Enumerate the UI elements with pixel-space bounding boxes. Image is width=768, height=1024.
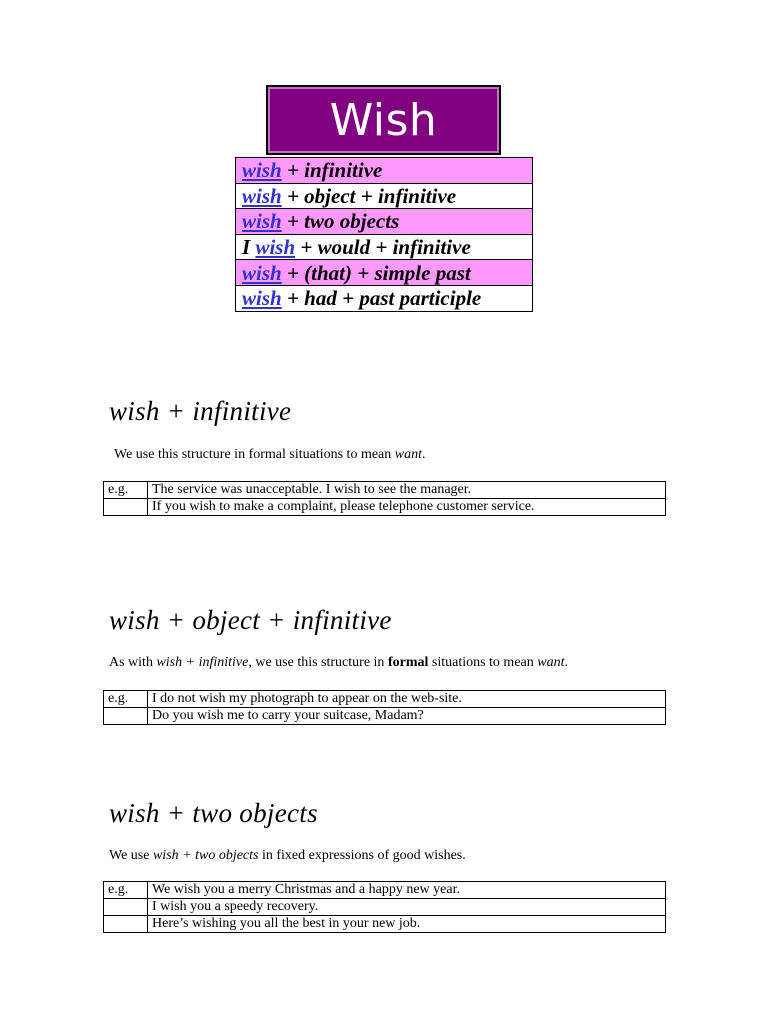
- pattern-row: [236, 209, 533, 235]
- eg-empty-cell: [104, 499, 148, 516]
- example-row: [104, 899, 666, 916]
- example-sentence: If you wish to make a complaint, please telephone customer service.: [148, 499, 666, 516]
- example-sentence: Do you wish me to carry your suitcase, Madam?: [148, 708, 666, 725]
- wish-link[interactable]: wish: [242, 158, 282, 183]
- pattern-text: + (that) + simple past: [281, 260, 471, 285]
- example-sentence: The service was unacceptable. I wish to see the manager.: [148, 482, 666, 499]
- pattern-row: [236, 234, 533, 260]
- example-sentence: I do not wish my photograph to appear on the web-site.: [148, 691, 666, 708]
- example-sentence: Here’s wishing you all the best in your new job.: [148, 916, 666, 933]
- section-description: We use this structure in formal situations to mean want.: [114, 447, 426, 462]
- wish-link[interactable]: wish: [242, 286, 282, 311]
- section-heading: wish + object + infinitive: [109, 605, 392, 635]
- wish-link[interactable]: wish: [242, 209, 282, 234]
- pattern-row: [236, 260, 533, 286]
- wish-link[interactable]: wish: [242, 260, 282, 285]
- page-title: Wish: [329, 94, 438, 146]
- pattern-cell: [236, 183, 533, 209]
- wish-link[interactable]: wish: [242, 183, 282, 208]
- pattern-text: + infinitive: [281, 158, 383, 183]
- pattern-cell: [236, 234, 533, 260]
- pattern-row: [236, 158, 533, 184]
- pattern-cell: [236, 260, 533, 286]
- example-table: [103, 881, 666, 933]
- pattern-summary-table: [235, 157, 533, 312]
- example-sentence: I wish you a speedy recovery.: [148, 899, 666, 916]
- example-table: [103, 690, 666, 725]
- eg-empty-cell: [104, 899, 148, 916]
- title-box: [266, 85, 501, 155]
- wish-link[interactable]: wish: [255, 235, 296, 260]
- example-sentence: We wish you a merry Christmas and a happy new year.: [148, 882, 666, 899]
- pattern-cell: [236, 158, 533, 184]
- eg-label: e.g.: [104, 691, 148, 708]
- pattern-prefix: I: [242, 235, 256, 260]
- pattern-text: + would + infinitive: [295, 235, 471, 260]
- pattern-text: + object + infinitive: [281, 183, 457, 208]
- example-row: [104, 499, 666, 516]
- section-description: We use wish + two objects in fixed expressions of good wishes.: [109, 848, 466, 863]
- pattern-row: [236, 183, 533, 209]
- example-row: [104, 482, 666, 499]
- example-row: [104, 882, 666, 899]
- section-heading: wish + infinitive: [109, 396, 292, 426]
- eg-label: e.g.: [104, 482, 148, 499]
- pattern-text: + had + past participle: [281, 286, 482, 311]
- pattern-row: [236, 285, 533, 311]
- example-row: [104, 691, 666, 708]
- example-row: [104, 916, 666, 933]
- pattern-text: + two objects: [281, 209, 400, 234]
- example-table: [103, 481, 666, 516]
- section-description: As with wish + infinitive, we use this structure in formal situations to mean want.: [109, 655, 568, 670]
- eg-label: e.g.: [104, 882, 148, 899]
- example-row: [104, 708, 666, 725]
- pattern-cell: [236, 209, 533, 235]
- eg-empty-cell: [104, 708, 148, 725]
- section-heading: wish + two objects: [109, 798, 318, 828]
- pattern-cell: [236, 285, 533, 311]
- eg-empty-cell: [104, 916, 148, 933]
